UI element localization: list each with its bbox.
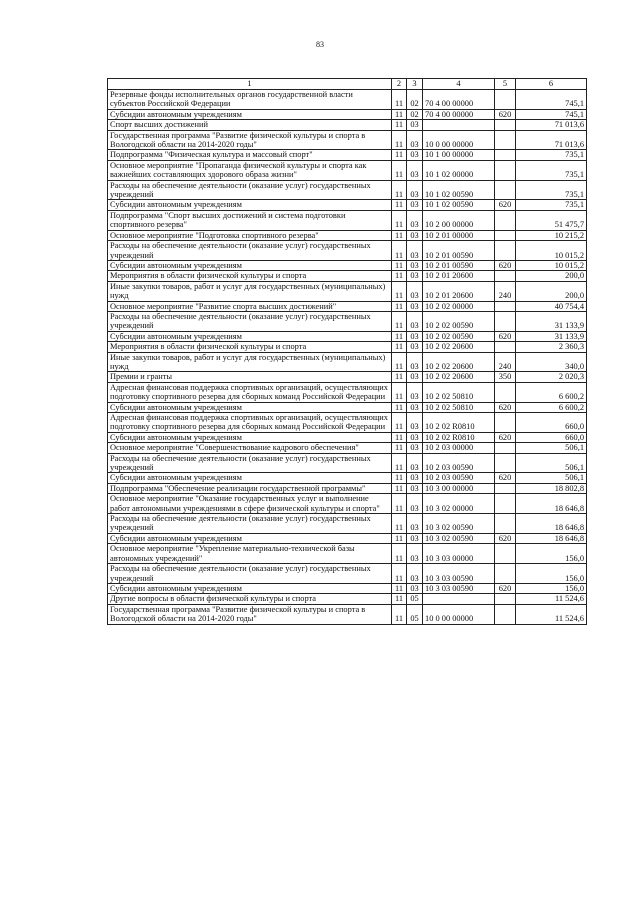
row-target-item-cell: 10 3 03 00590 (423, 564, 495, 584)
row-amount-cell: 745,1 (516, 109, 587, 119)
row-amount-cell: 10 015,2 (516, 260, 587, 270)
row-name-cell: Основное мероприятие "Пропаганда физической культуры и спорта как важнейших составляющих здорового образа жизни" (108, 160, 392, 180)
table-row (108, 494, 587, 514)
row-amount-cell: 11 524,6 (516, 604, 587, 624)
row-target-item-cell: 10 1 02 00000 (423, 160, 495, 180)
table-body (108, 90, 587, 625)
row-amount-cell: 31 133,9 (516, 311, 587, 331)
row-amount-cell: 2 020,3 (516, 372, 587, 382)
header-row (108, 79, 587, 90)
row-amount-cell: 735,1 (516, 150, 587, 160)
row-target-item-cell: 10 2 03 00000 (423, 443, 495, 453)
row-target-item-cell: 10 2 02 R0810 (423, 432, 495, 442)
row-name-cell: Иные закупки товаров, работ и услуг для государственных (муниципальных) нужд (108, 281, 392, 301)
row-subsection-cell: 03 (407, 342, 423, 352)
row-amount-cell: 2 360,3 (516, 342, 587, 352)
row-section-cell: 11 (392, 150, 407, 160)
table-row (108, 564, 587, 584)
row-amount-cell: 156,0 (516, 544, 587, 564)
row-section-cell: 11 (392, 160, 407, 180)
row-section-cell: 11 (392, 583, 407, 593)
row-amount-cell: 51 475,7 (516, 210, 587, 230)
row-section-cell: 11 (392, 432, 407, 442)
row-amount-cell: 660,0 (516, 413, 587, 433)
row-expense-type-cell: 240 (495, 281, 516, 301)
row-name-cell: Основное мероприятие "Совершенствование кадрового обеспечения" (108, 443, 392, 453)
row-subsection-cell: 03 (407, 281, 423, 301)
row-expense-type-cell (495, 230, 516, 240)
row-amount-cell: 745,1 (516, 90, 587, 110)
row-target-item-cell: 10 2 02 20600 (423, 372, 495, 382)
row-amount-cell: 6 600,2 (516, 402, 587, 412)
row-name-cell: Субсидии автономным учреждениям (108, 402, 392, 412)
row-subsection-cell: 03 (407, 483, 423, 493)
row-section-cell: 11 (392, 594, 407, 604)
row-subsection-cell: 02 (407, 109, 423, 119)
table-row (108, 594, 587, 604)
row-target-item-cell: 10 2 01 20600 (423, 271, 495, 281)
row-target-item-cell: 10 3 02 00590 (423, 514, 495, 534)
row-amount-cell: 156,0 (516, 583, 587, 593)
row-name-cell: Спорт высших достижений (108, 120, 392, 130)
row-expense-type-cell (495, 120, 516, 130)
row-target-item-cell: 10 0 00 00000 (423, 604, 495, 624)
row-section-cell: 11 (392, 473, 407, 483)
table-row (108, 241, 587, 261)
header-section: 2 (392, 79, 407, 90)
row-subsection-cell: 03 (407, 583, 423, 593)
table-row (108, 301, 587, 311)
row-subsection-cell: 03 (407, 382, 423, 402)
row-subsection-cell: 03 (407, 402, 423, 412)
row-section-cell: 11 (392, 109, 407, 119)
row-expense-type-cell (495, 301, 516, 311)
table-row (108, 544, 587, 564)
row-target-item-cell: 10 2 02 00000 (423, 301, 495, 311)
row-target-item-cell: 10 2 00 00000 (423, 210, 495, 230)
row-target-item-cell: 10 3 02 00000 (423, 494, 495, 514)
row-amount-cell: 660,0 (516, 432, 587, 442)
row-subsection-cell: 05 (407, 604, 423, 624)
row-amount-cell: 200,0 (516, 271, 587, 281)
row-name-cell: Основное мероприятие "Подготовка спортивного резерва" (108, 230, 392, 240)
row-section-cell: 11 (392, 200, 407, 210)
row-amount-cell: 6 600,2 (516, 382, 587, 402)
table-row (108, 583, 587, 593)
header-name: 1 (108, 79, 392, 90)
row-target-item-cell: 10 2 02 20600 (423, 342, 495, 352)
row-expense-type-cell: 620 (495, 331, 516, 341)
row-target-item-cell: 10 2 02 20600 (423, 352, 495, 372)
table-row (108, 473, 587, 483)
row-name-cell: Расходы на обеспечение деятельности (оказание услуг) государственных учреждений (108, 241, 392, 261)
row-expense-type-cell (495, 443, 516, 453)
row-subsection-cell: 03 (407, 160, 423, 180)
table-row (108, 372, 587, 382)
row-target-item-cell: 10 2 02 00590 (423, 311, 495, 331)
row-subsection-cell: 03 (407, 150, 423, 160)
row-section-cell: 11 (392, 301, 407, 311)
row-subsection-cell: 03 (407, 260, 423, 270)
table-row (108, 230, 587, 240)
row-name-cell: Субсидии автономным учреждениям (108, 200, 392, 210)
row-amount-cell: 735,1 (516, 200, 587, 210)
row-amount-cell: 156,0 (516, 564, 587, 584)
row-name-cell: Субсидии автономным учреждениям (108, 473, 392, 483)
row-name-cell: Субсидии автономным учреждениям (108, 109, 392, 119)
row-section-cell: 11 (392, 443, 407, 453)
row-section-cell: 11 (392, 372, 407, 382)
row-subsection-cell: 03 (407, 413, 423, 433)
row-name-cell: Основное мероприятие "Оказание государственных услуг и выполнение работ автономными учреждениями в сфере физической культуры и спорта" (108, 494, 392, 514)
row-amount-cell: 11 524,6 (516, 594, 587, 604)
table-row (108, 271, 587, 281)
row-amount-cell: 18 646,8 (516, 533, 587, 543)
table-row (108, 342, 587, 352)
row-subsection-cell: 03 (407, 443, 423, 453)
row-expense-type-cell (495, 544, 516, 564)
table-row (108, 413, 587, 433)
row-subsection-cell: 03 (407, 120, 423, 130)
row-expense-type-cell: 240 (495, 352, 516, 372)
row-section-cell: 11 (392, 230, 407, 240)
header-expense-type: 5 (495, 79, 516, 90)
row-section-cell: 11 (392, 382, 407, 402)
table-row (108, 382, 587, 402)
row-section-cell: 11 (392, 331, 407, 341)
row-name-cell: Расходы на обеспечение деятельности (оказание услуг) государственных учреждений (108, 180, 392, 200)
table-row (108, 150, 587, 160)
row-target-item-cell: 10 2 02 50810 (423, 402, 495, 412)
row-amount-cell: 735,1 (516, 180, 587, 200)
table-row (108, 352, 587, 372)
row-expense-type-cell: 620 (495, 402, 516, 412)
row-name-cell: Субсидии автономным учреждениям (108, 260, 392, 270)
row-subsection-cell: 03 (407, 494, 423, 514)
row-expense-type-cell: 620 (495, 432, 516, 442)
row-expense-type-cell (495, 311, 516, 331)
row-subsection-cell: 03 (407, 230, 423, 240)
row-section-cell: 11 (392, 311, 407, 331)
row-target-item-cell: 10 2 01 20600 (423, 281, 495, 301)
row-name-cell: Основное мероприятие "Развитие спорта высших достижений" (108, 301, 392, 311)
row-section-cell: 11 (392, 342, 407, 352)
row-name-cell: Адресная финансовая поддержка спортивных организаций, осуществляющих подготовку спортивного резерва для сборных команд Российской Федерации (108, 413, 392, 433)
row-amount-cell: 71 013,6 (516, 120, 587, 130)
row-section-cell: 11 (392, 281, 407, 301)
row-amount-cell: 10 215,2 (516, 230, 587, 240)
row-section-cell: 11 (392, 402, 407, 412)
table-row (108, 160, 587, 180)
row-amount-cell: 10 015,2 (516, 241, 587, 261)
row-subsection-cell: 02 (407, 90, 423, 110)
row-section-cell: 11 (392, 120, 407, 130)
row-expense-type-cell: 620 (495, 473, 516, 483)
table-row (108, 443, 587, 453)
table-row (108, 331, 587, 341)
table-row (108, 180, 587, 200)
header-amount: 6 (516, 79, 587, 90)
row-subsection-cell: 03 (407, 311, 423, 331)
row-section-cell: 11 (392, 494, 407, 514)
table-row (108, 514, 587, 534)
row-amount-cell: 506,1 (516, 453, 587, 473)
row-target-item-cell: 10 1 02 00590 (423, 200, 495, 210)
row-section-cell: 11 (392, 260, 407, 270)
row-expense-type-cell (495, 453, 516, 473)
row-target-item-cell (423, 120, 495, 130)
row-expense-type-cell: 350 (495, 372, 516, 382)
row-subsection-cell: 03 (407, 241, 423, 261)
row-expense-type-cell (495, 413, 516, 433)
row-expense-type-cell: 620 (495, 200, 516, 210)
row-target-item-cell: 10 3 02 00590 (423, 533, 495, 543)
row-section-cell: 11 (392, 130, 407, 150)
row-expense-type-cell (495, 210, 516, 230)
row-target-item-cell: 10 2 03 00590 (423, 453, 495, 473)
row-expense-type-cell (495, 160, 516, 180)
row-target-item-cell: 10 2 01 00590 (423, 241, 495, 261)
table-row (108, 432, 587, 442)
row-expense-type-cell (495, 150, 516, 160)
row-target-item-cell: 10 1 00 00000 (423, 150, 495, 160)
row-target-item-cell: 10 0 00 00000 (423, 130, 495, 150)
row-name-cell: Расходы на обеспечение деятельности (оказание услуг) государственных учреждений (108, 564, 392, 584)
table-row (108, 109, 587, 119)
row-section-cell: 11 (392, 90, 407, 110)
row-subsection-cell: 03 (407, 301, 423, 311)
table-row (108, 311, 587, 331)
row-subsection-cell: 03 (407, 564, 423, 584)
row-section-cell: 11 (392, 544, 407, 564)
row-amount-cell: 18 802,8 (516, 483, 587, 493)
row-name-cell: Субсидии автономным учреждениям (108, 432, 392, 442)
row-name-cell: Субсидии автономным учреждениям (108, 331, 392, 341)
row-expense-type-cell (495, 342, 516, 352)
row-target-item-cell: 10 2 03 00590 (423, 473, 495, 483)
row-target-item-cell: 10 3 03 00590 (423, 583, 495, 593)
row-expense-type-cell (495, 594, 516, 604)
row-subsection-cell: 03 (407, 271, 423, 281)
row-section-cell: 11 (392, 564, 407, 584)
table-row (108, 453, 587, 473)
row-name-cell: Мероприятия в области физической культуры и спорта (108, 271, 392, 281)
row-subsection-cell: 03 (407, 473, 423, 483)
row-target-item-cell (423, 594, 495, 604)
table-row (108, 90, 587, 110)
row-section-cell: 11 (392, 453, 407, 473)
row-section-cell: 11 (392, 271, 407, 281)
row-section-cell: 11 (392, 604, 407, 624)
row-subsection-cell: 05 (407, 594, 423, 604)
header-target-item: 4 (423, 79, 495, 90)
row-section-cell: 11 (392, 210, 407, 230)
row-expense-type-cell (495, 241, 516, 261)
row-amount-cell: 506,1 (516, 473, 587, 483)
row-section-cell: 11 (392, 413, 407, 433)
row-amount-cell: 31 133,9 (516, 331, 587, 341)
row-subsection-cell: 03 (407, 130, 423, 150)
row-name-cell: Подпрограмма "Физическая культура и массовый спорт" (108, 150, 392, 160)
row-subsection-cell: 03 (407, 210, 423, 230)
row-name-cell: Подпрограмма "Спорт высших достижений и система подготовки спортивного резерва" (108, 210, 392, 230)
row-subsection-cell: 03 (407, 331, 423, 341)
row-expense-type-cell: 620 (495, 533, 516, 543)
row-name-cell: Другие вопросы в области физической культуры и спорта (108, 594, 392, 604)
row-target-item-cell: 10 2 02 50810 (423, 382, 495, 402)
row-expense-type-cell: 620 (495, 583, 516, 593)
row-subsection-cell: 03 (407, 544, 423, 564)
row-subsection-cell: 03 (407, 372, 423, 382)
row-target-item-cell: 70 4 00 00000 (423, 90, 495, 110)
row-name-cell: Субсидии автономным учреждениям (108, 533, 392, 543)
row-subsection-cell: 03 (407, 352, 423, 372)
row-section-cell: 11 (392, 533, 407, 543)
row-amount-cell: 18 646,8 (516, 494, 587, 514)
row-amount-cell: 735,1 (516, 160, 587, 180)
row-name-cell: Государственная программа "Развитие физической культуры и спорта в Вологодской области на 2014-2020 годы" (108, 130, 392, 150)
row-subsection-cell: 03 (407, 514, 423, 534)
row-expense-type-cell (495, 494, 516, 514)
table-row (108, 281, 587, 301)
row-section-cell: 11 (392, 514, 407, 534)
row-target-item-cell: 10 2 02 00590 (423, 331, 495, 341)
row-amount-cell: 200,0 (516, 281, 587, 301)
page-number: 83 (316, 40, 324, 49)
table-row (108, 130, 587, 150)
row-target-item-cell: 10 2 01 00000 (423, 230, 495, 240)
row-target-item-cell: 70 4 00 00000 (423, 109, 495, 119)
row-name-cell: Государственная программа "Развитие физической культуры и спорта в Вологодской области на 2014-2020 годы" (108, 604, 392, 624)
row-name-cell: Адресная финансовая поддержка спортивных организаций, осуществляющих подготовку спортивного резерва для сборных команд Российской Федерации (108, 382, 392, 402)
header-subsection: 3 (407, 79, 423, 90)
row-expense-type-cell (495, 271, 516, 281)
row-expense-type-cell (495, 130, 516, 150)
row-subsection-cell: 03 (407, 200, 423, 210)
row-name-cell: Расходы на обеспечение деятельности (оказание услуг) государственных учреждений (108, 514, 392, 534)
row-expense-type-cell (495, 180, 516, 200)
table-row (108, 533, 587, 543)
row-expense-type-cell (495, 90, 516, 110)
row-target-item-cell: 10 1 02 00590 (423, 180, 495, 200)
table-row (108, 200, 587, 210)
row-name-cell: Расходы на обеспечение деятельности (оказание услуг) государственных учреждений (108, 453, 392, 473)
row-target-item-cell: 10 2 01 00590 (423, 260, 495, 270)
row-target-item-cell: 10 2 02 R0810 (423, 413, 495, 433)
row-name-cell: Подпрограмма "Обеспечение реализации государственной программы" (108, 483, 392, 493)
table-row (108, 120, 587, 130)
row-section-cell: 11 (392, 180, 407, 200)
table-row (108, 604, 587, 624)
row-amount-cell: 340,0 (516, 352, 587, 372)
row-name-cell: Иные закупки товаров, работ и услуг для государственных (муниципальных) нужд (108, 352, 392, 372)
table-row (108, 402, 587, 412)
row-section-cell: 11 (392, 241, 407, 261)
table-row (108, 260, 587, 270)
row-expense-type-cell (495, 514, 516, 534)
row-name-cell: Премии и гранты (108, 372, 392, 382)
row-expense-type-cell (495, 483, 516, 493)
row-name-cell: Резервные фонды исполнительных органов государственной власти субъектов Российской Федерации (108, 90, 392, 110)
table-row (108, 483, 587, 493)
row-subsection-cell: 03 (407, 180, 423, 200)
row-expense-type-cell (495, 564, 516, 584)
row-name-cell: Расходы на обеспечение деятельности (оказание услуг) государственных учреждений (108, 311, 392, 331)
budget-table (107, 78, 587, 625)
row-expense-type-cell (495, 604, 516, 624)
row-section-cell: 11 (392, 352, 407, 372)
row-subsection-cell: 03 (407, 453, 423, 473)
row-amount-cell: 18 646,8 (516, 514, 587, 534)
row-subsection-cell: 03 (407, 533, 423, 543)
table-row (108, 210, 587, 230)
row-amount-cell: 71 013,6 (516, 130, 587, 150)
row-name-cell: Основное мероприятие "Укрепление материально-технической базы автономных учреждений" (108, 544, 392, 564)
row-expense-type-cell: 620 (495, 109, 516, 119)
row-section-cell: 11 (392, 483, 407, 493)
row-amount-cell: 506,1 (516, 443, 587, 453)
row-name-cell: Субсидии автономным учреждениям (108, 583, 392, 593)
row-subsection-cell: 03 (407, 432, 423, 442)
row-expense-type-cell: 620 (495, 260, 516, 270)
row-target-item-cell: 10 3 00 00000 (423, 483, 495, 493)
row-amount-cell: 40 754,4 (516, 301, 587, 311)
row-name-cell: Мероприятия в области физической культуры и спорта (108, 342, 392, 352)
row-expense-type-cell (495, 382, 516, 402)
row-target-item-cell: 10 3 03 00000 (423, 544, 495, 564)
